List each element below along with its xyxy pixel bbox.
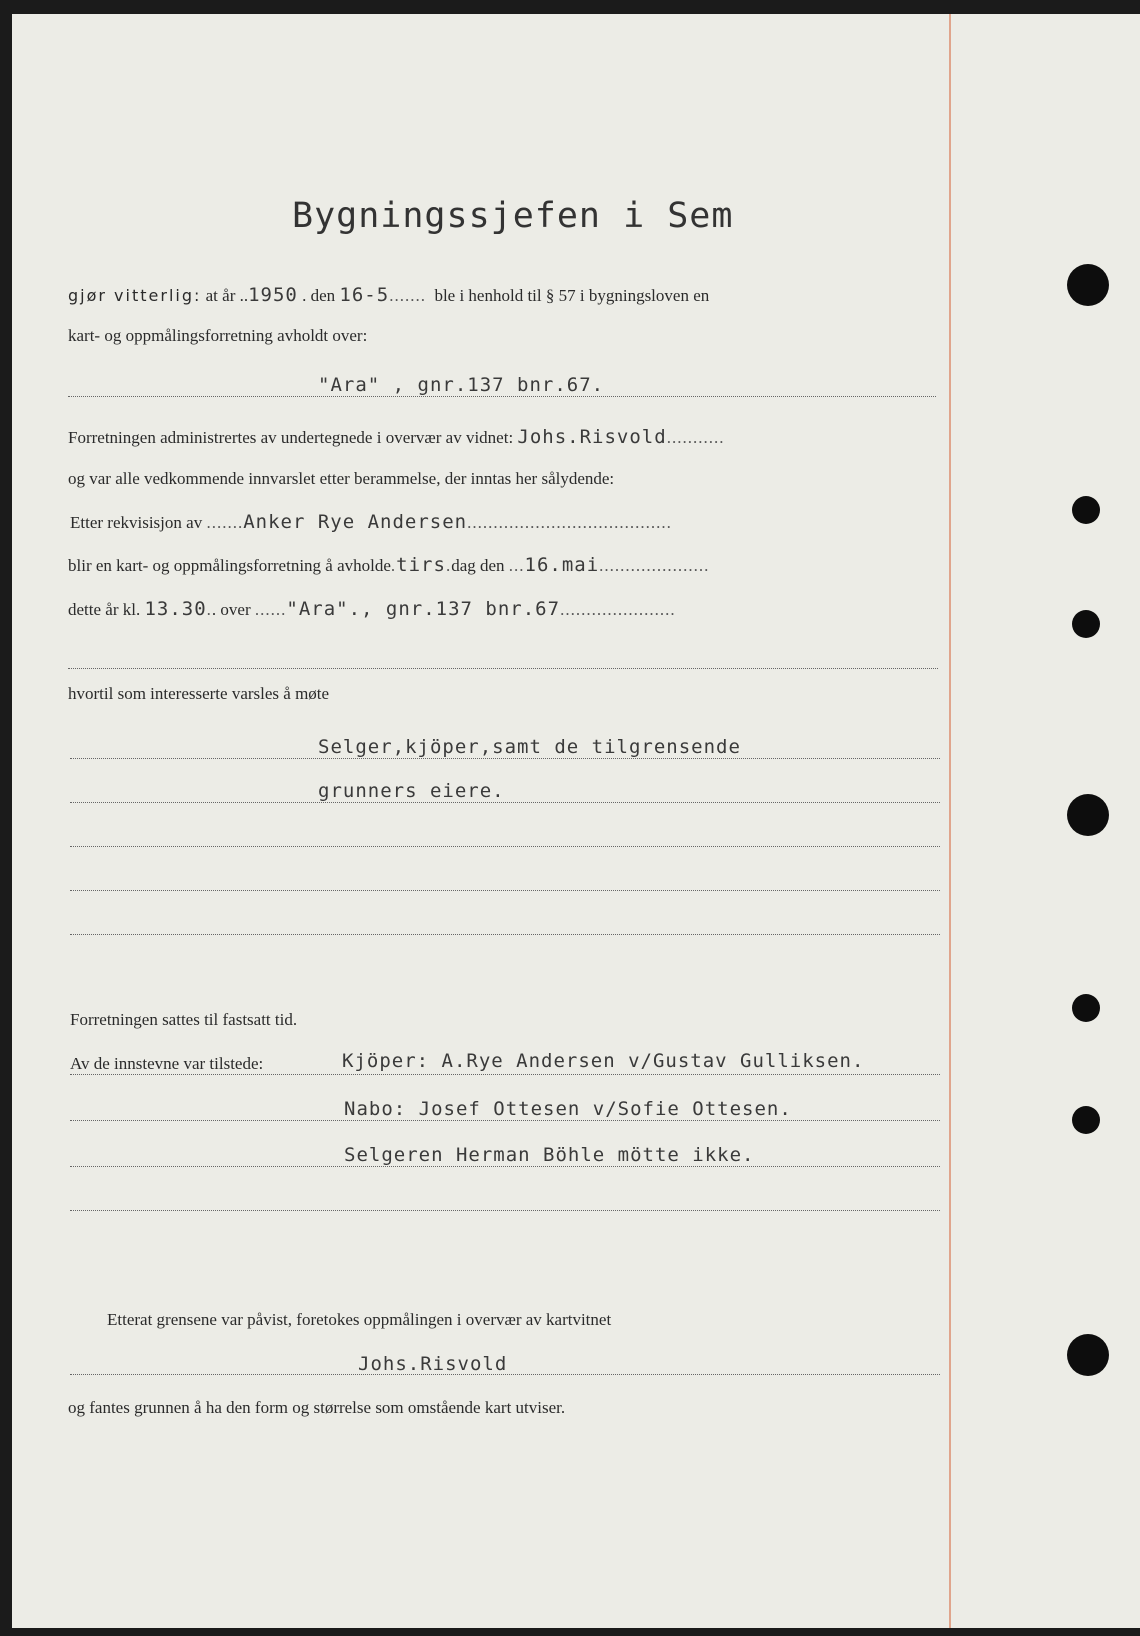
map-witness-value: Johs.Risvold (358, 1353, 508, 1375)
binder-hole (1067, 794, 1109, 836)
fill-line (70, 802, 940, 803)
year-value: 1950 (248, 284, 298, 306)
fill-line (70, 890, 940, 891)
binder-hole (1067, 1334, 1109, 1376)
fill-line (70, 1120, 940, 1121)
property-value: "Ara" , gnr.137 bnr.67. (318, 374, 605, 396)
fill-line (68, 396, 936, 397)
requisition-label: Etter rekvisisjon av (70, 513, 203, 532)
document-page (12, 14, 1140, 1628)
binder-hole (1072, 994, 1100, 1022)
intro-prefix: gjør vitterlig: (68, 286, 202, 305)
invited-label: hvortil som interesserte varsles å møte (68, 684, 330, 703)
intro-at-year: at år .. (205, 286, 249, 305)
fill-line (70, 1074, 940, 1075)
scheduled-date-value: 16.mai (524, 554, 600, 576)
invited-line-2: grunners eiere. (318, 780, 505, 802)
requisitioner-value: Anker Rye Andersen (243, 511, 468, 533)
over-label: . over (211, 600, 251, 619)
binder-hole (1072, 496, 1100, 524)
fill-line (70, 1210, 940, 1211)
boundary-line: Etterat grensene var påvist, foretokes oppmålingen i overvær av kartvitnet (107, 1310, 612, 1329)
line-2: kart- og oppmålingsforretning avholdt over: (68, 326, 368, 345)
date-value: 16-5 (339, 284, 390, 306)
margin-rule (949, 14, 951, 1628)
binder-hole (1072, 1106, 1100, 1134)
invited-line-1: Selger,kjöper,samt de tilgrensende (318, 736, 741, 758)
document-title: Bygningssjefen i Sem (292, 196, 734, 236)
notice-line: og var alle vedkommende innvarslet etter berammelse, der inntas her sålydende: (68, 469, 615, 488)
closing-line: og fantes grunnen å ha den form og størrelse som omstående kart utviser. (68, 1398, 566, 1417)
intro-line: gjør vitterlig: at år ..1950 . den 16-5....... ble i henhold til § 57 i bygningsloven en (68, 284, 710, 306)
fill-line (70, 758, 940, 759)
time-label: dette år kl. (68, 600, 141, 619)
fill-line (70, 1166, 940, 1167)
dag-den-label: dag den (451, 556, 505, 575)
present-line-1: Kjöper: A.Rye Andersen v/Gustav Gulliksen. (342, 1050, 865, 1072)
scheduled-label: blir en kart- og oppmålingsforretning å avholde (68, 556, 391, 575)
requisition-line: Etter rekvisisjon av .......Anker Rye Andersen....................................... (70, 511, 672, 533)
witness-label: Forretningen administrertes av undertegnede i overvær av vidnet: (68, 428, 514, 447)
present-label: Av de innstevne var tilstede: (70, 1054, 264, 1073)
present-line-3: Selgeren Herman Böhle mötte ikke. (344, 1144, 755, 1166)
witness-line: Forretningen administrertes av undertegnede i overvær av vidnet: Johs.Risvold........... (68, 426, 725, 448)
property2-value: "Ara"., gnr.137 bnr.67 (286, 598, 561, 620)
binder-hole (1067, 264, 1109, 306)
held-line: Forretningen sattes til fastsatt tid. (70, 1010, 298, 1029)
weekday-value: tirs (396, 554, 446, 576)
intro-rest: ble i henhold til § 57 i bygningsloven en (434, 286, 710, 305)
time-line: dette år kl. 13.30.. over ......"Ara"., gnr.137 bnr.67...................... (68, 598, 676, 620)
witness-value: Johs.Risvold (517, 426, 667, 448)
fill-line (68, 668, 938, 669)
binder-hole (1072, 610, 1100, 638)
fill-line (70, 846, 940, 847)
fill-line (70, 934, 940, 935)
present-line-2: Nabo: Josef Ottesen v/Sofie Ottesen. (344, 1098, 792, 1120)
scheduled-line: blir en kart- og oppmålingsforretning å avholde.tirs.dag den ...16.mai..................... (68, 554, 710, 576)
time-value: 13.30 (144, 598, 207, 620)
den-label: . den (302, 286, 336, 305)
